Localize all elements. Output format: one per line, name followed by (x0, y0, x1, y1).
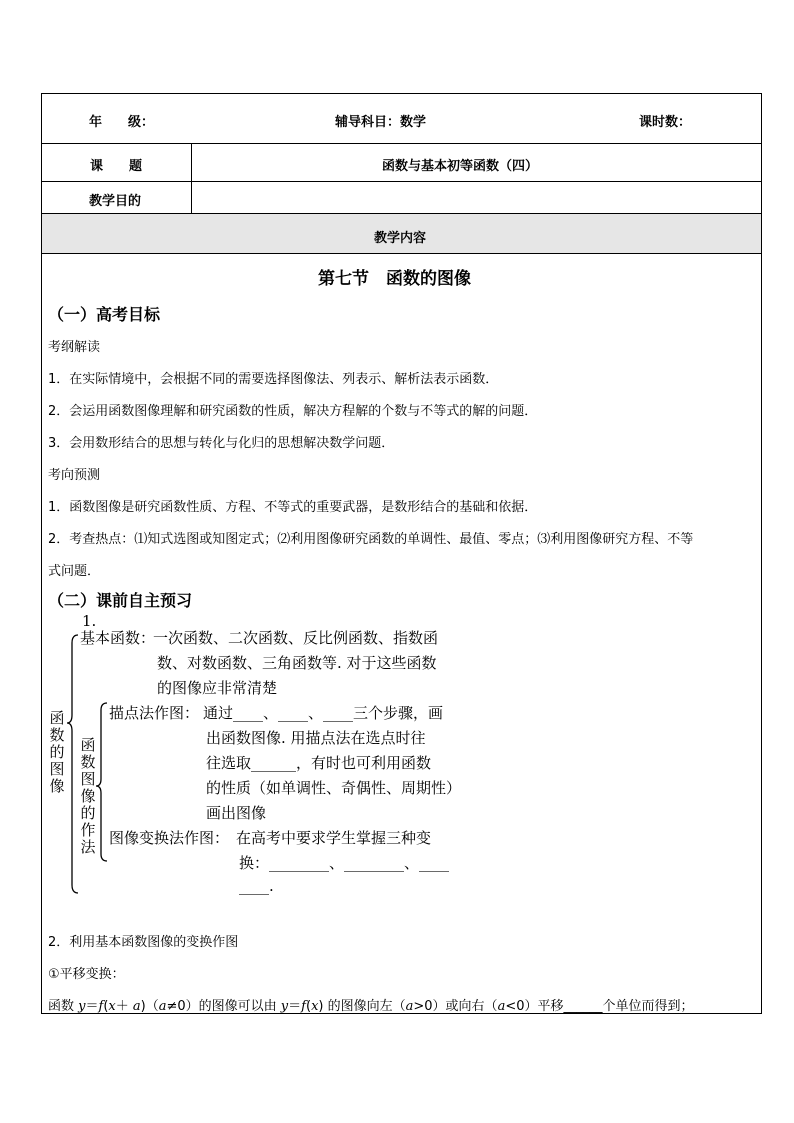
column-divider (191, 144, 192, 181)
translation-formula: 函数 y＝f(x＋ a)（a≠0）的图像可以由 y＝f(x) 的图像向左（a>0）或向右（a<0）平移______个单位而得到； (48, 999, 694, 1014)
basic-functions-line-2: 数、对数函数、三角函数等. 对于这些函数 (157, 654, 437, 672)
column-divider (191, 182, 192, 213)
lesson-plan-table (41, 93, 762, 1014)
plot-method-line-3: 往选取______，有时也可利用函数 (206, 754, 432, 772)
forecast-item-2: 2．考查热点：⑴知式选图或知图定式；⑵利用图像研究函数的单调性、最值、零点；⑶利用图像研究方程、不等 (48, 532, 694, 547)
outline-item-1: 1．在实际情境中，会根据不同的需要选择图像法、列表示、解析法表示函数． (48, 372, 499, 387)
translation-label: ①平移变换： (48, 967, 125, 982)
basic-functions-label: 基本函数： (80, 629, 156, 647)
method-label: 函数图像的作法 (80, 736, 96, 856)
lesson-content (42, 254, 761, 1013)
basic-functions-line-3: 的图像应非常清楚 (157, 679, 278, 697)
transform-method-line-3: ____. (239, 877, 274, 895)
topic-label: 课 题 (90, 159, 143, 174)
goal-row (42, 182, 761, 214)
transform-method-line-2: 换：________、________、____ (239, 854, 450, 872)
item-2-heading: 2．利用基本函数图像的变换作图 (48, 935, 239, 950)
goal-label: 教学目的 (89, 194, 142, 209)
outline-label: 考纲解读 (48, 340, 101, 355)
grade-label: 年 级： (89, 115, 155, 130)
root-label: 函数的图像 (49, 709, 65, 795)
header-row (42, 94, 761, 144)
content-header-row (42, 214, 761, 254)
basic-functions-line-1: 一次函数、二次函数、反比例函数、指数函 (153, 629, 439, 647)
part2-heading: （二）课前自主预习 (48, 591, 193, 610)
subject-label: 辅导科目：数学 (335, 115, 427, 130)
hours-label: 课时数： (639, 115, 692, 130)
plot-method-line-4: 的性质（如单调性、奇偶性、周期性） (206, 779, 462, 797)
plot-method-line-1: 通过____、____、____三个步骤，画 (203, 704, 444, 722)
plot-method-line-2: 出函数图像. 用描点法在选点时往 (206, 729, 426, 747)
outline-item-3: 3．会用数形结合的思想与转化与化归的思想解决数学问题． (48, 436, 395, 451)
topic-row (42, 144, 761, 182)
forecast-item-3: 式问题． (48, 564, 101, 579)
part1-heading: （一）高考目标 (48, 305, 161, 324)
transform-method-label: 图像变换法作图： (109, 829, 230, 847)
diagram-number: 1. (82, 612, 97, 630)
content-header: 教学内容 (374, 231, 427, 246)
plot-method-line-5: 画出图像 (206, 804, 267, 822)
transform-method-line-1: 在高考中要求学生掌握三种变 (236, 829, 432, 847)
outline-item-2: 2．会运用函数图像理解和研究函数的性质，解决方程解的个数与不等式的解的问题． (48, 404, 538, 419)
plot-method-label: 描点法作图： (109, 704, 200, 722)
section-title: 第七节 函数的图像 (318, 269, 471, 289)
forecast-label: 考向预测 (48, 468, 101, 483)
function-graph-concept-diagram (47, 612, 469, 901)
topic-value: 函数与基本初等函数（四） (382, 159, 539, 174)
forecast-item-1: 1．函数图像是研究函数性质、方程、不等式的重要武器，是数形结合的基础和依据． (48, 500, 538, 515)
